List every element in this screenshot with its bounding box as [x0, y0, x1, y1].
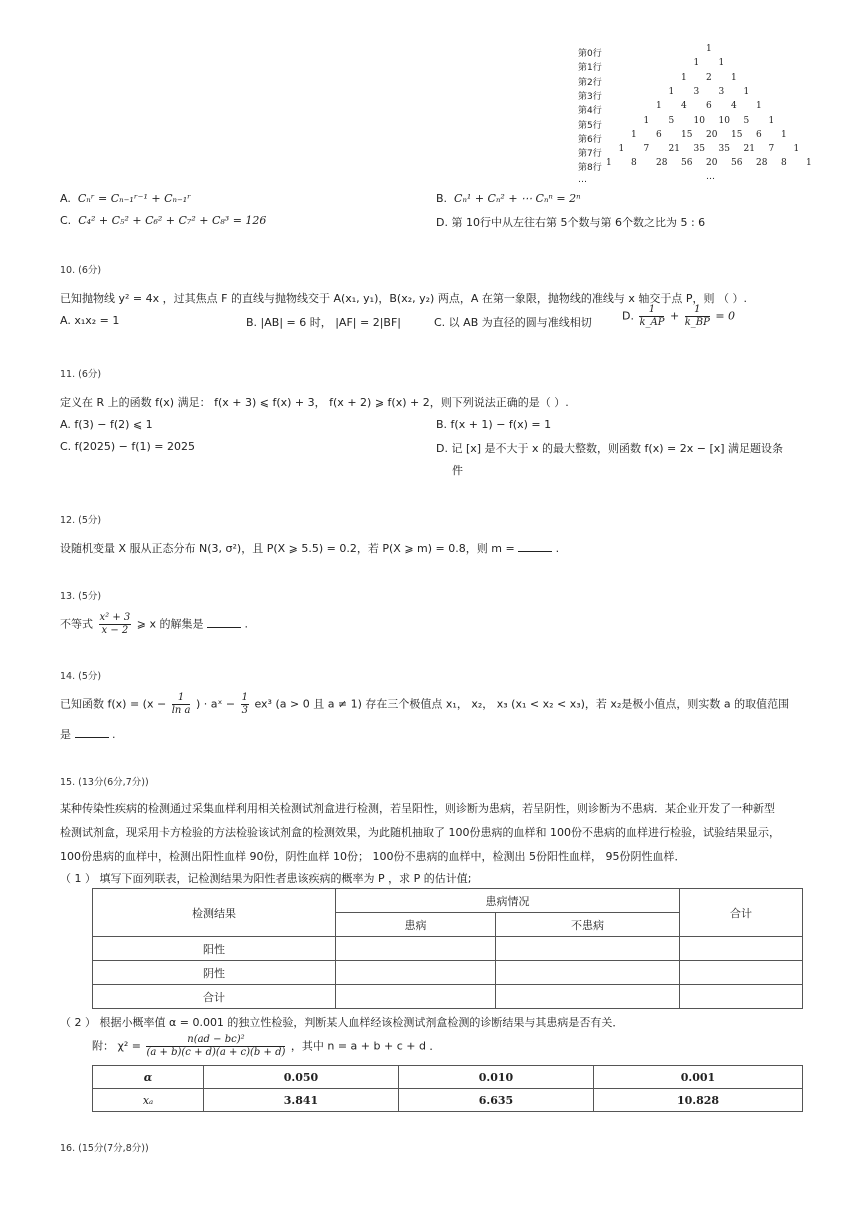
q14-stem: 已知函数 f(x) = (x − $\frac{1}{\text{ln a}}$ ) · aˣ − $\frac{1}{3}$ ex³ (a > 0 且 a ≠ 1) 存在三个极值点 x₁， x₂， x₃ (x₁ < x₂ < x₃)，若 x₂是极小值点，则实数 a 的取值范围 [60, 692, 790, 716]
table-cell: 0.010 [399, 1066, 594, 1089]
table-cell [336, 937, 496, 961]
answer-blank [518, 541, 552, 552]
table-cell: 6.635 [399, 1089, 594, 1112]
pascal-number: 6 [706, 101, 712, 112]
q11-option-d-line1: D. 记 [x] 是不大于 x 的最大整数，则函数 f(x) = 2x − [x] 满足题设条 [436, 442, 784, 455]
table-row [93, 985, 803, 1009]
pascal-number: 1 [806, 158, 812, 169]
answer-blank [75, 727, 109, 738]
q11-option-c: C. f(2025) − f(1) = 2025 [60, 440, 195, 453]
table-cell: 3.841 [204, 1089, 399, 1112]
pascal-number: 4 [731, 101, 737, 112]
pascal-number: 5 [743, 115, 750, 126]
pascal-number: 4 [681, 101, 687, 112]
pascal-number: 35 [693, 144, 705, 155]
pascal-number: 28 [756, 158, 768, 169]
pascal-number: 1 [706, 44, 712, 54]
pascal-number: 1 [743, 86, 750, 97]
q9-option-a: A. Cₙʳ = Cₙ₋₁ʳ⁻¹ + Cₙ₋₁ʳ [60, 192, 191, 205]
pascal-number: 28 [656, 158, 668, 169]
q15-para-line3: 100份患病的血样中，检测出阳性血样 90份，阴性血样 10份； 100份不患病的血样中，检测出 5份阳性血样， 95份阴性血样． [60, 850, 686, 863]
pascal-number: 56 [731, 158, 743, 169]
q9-option-c: C. C₄² + C₅² + C₆² + C₇² + C₈³ = 126 [60, 214, 267, 227]
q9-option-d: D. 第 10行中从左往右第 5个数与第 6个数之比为 5 : 6 [436, 216, 706, 229]
q13-header: 13. (5分) [60, 591, 102, 602]
table-header-result: 检测结果 [93, 889, 336, 937]
q10-option-c: C. 以 AB 为直径的圆与准线相切 [434, 316, 592, 329]
alpha-label: α [93, 1066, 204, 1089]
pascal-number: 10 [718, 115, 730, 126]
table-row [93, 1066, 803, 1089]
table-header-not-sick: 不患病 [496, 913, 680, 937]
q15-para-line1: 某种传染性疾病的检测通过采集血样利用相关检测试剂盒进行检测，若呈阳性，则诊断为患病，若呈阴性，则诊断为不患病．某企业开发了一种新型 [60, 802, 775, 815]
pascal-row-label: 第1行 [578, 63, 602, 74]
q11-header: 11. (6分) [60, 369, 102, 380]
q16-header: 16. (15分(7分,8分)) [60, 1143, 149, 1154]
pascal-number: 1 [606, 158, 612, 169]
q10-header: 10. (6分) [60, 265, 102, 276]
table-cell [680, 937, 803, 961]
pascal-number: 35 [718, 144, 730, 155]
pascal-number: 2 [706, 72, 712, 83]
q10-option-d: D. $\frac{1}{k\_AP}$ + $\frac{1}{k\_BP}$ = 0 [622, 304, 736, 328]
q15-chi-square-note: 附： χ² = $\frac{\text{n(ad − bc)²}}{(a + b)(c + d)(a + c)(b + d)}$ ，其中 n = a + b + c + d ． [92, 1034, 441, 1058]
pascal-row-label: 第3行 [578, 91, 602, 102]
pascal-row-label: 第0行 [578, 49, 602, 59]
q10-option-a: A. x₁x₂ = 1 [60, 314, 120, 327]
pascal-row-label: 第4行 [578, 106, 602, 117]
pascal-number: 1 [756, 101, 762, 112]
q14-stem-line2: 是 . [60, 728, 116, 741]
table-cell [680, 961, 803, 985]
table-cell [336, 985, 496, 1009]
pascal-number: 21 [743, 144, 755, 155]
pascal-number: 6 [756, 129, 762, 140]
table-cell [496, 937, 680, 961]
pascal-number: 3 [718, 86, 725, 97]
pascal-number: 1 [681, 72, 687, 83]
q15-header: 15. (13分(6分,7分)) [60, 777, 149, 788]
pascal-number: 1 [656, 101, 662, 112]
pascal-number: 5 [668, 115, 675, 126]
pascal-number: 1 [768, 115, 775, 126]
q11-option-a: A. f(3) − f(2) ⩽ 1 [60, 418, 153, 431]
x-alpha-label: xₐ [93, 1089, 204, 1112]
pascal-number: 1 [631, 129, 637, 140]
table-row-label: 合计 [93, 985, 336, 1009]
pascal-number: 15 [731, 129, 743, 140]
pascal-row-label: 第7行 [578, 149, 602, 160]
critical-value-table [92, 1065, 803, 1112]
table-row [93, 961, 803, 985]
q11-option-b: B. f(x + 1) − f(x) = 1 [436, 418, 552, 431]
pascal-number: 1 [718, 58, 725, 69]
table-row [93, 1089, 803, 1112]
q10-option-b: B. |AB| = 6 时， |AF| = 2|BF| [246, 316, 401, 329]
q13-stem: 不等式 $\frac{\text{x² + 3}}{x - 2}$ ⩾ x 的解集是 . [60, 612, 248, 636]
table-cell: 0.050 [204, 1066, 399, 1089]
pascal-row-label: 第5行 [578, 120, 602, 131]
pascal-number: 15 [681, 129, 693, 140]
pascal-number: 1 [693, 58, 700, 69]
table-cell [680, 985, 803, 1009]
table-cell [496, 961, 680, 985]
q11-stem: 定义在 R 上的函数 f(x) 满足： f(x + 3) ⩽ f(x) + 3， f(x + 2) ⩾ f(x) + 2，则下列说法正确的是（ ）. [60, 396, 569, 409]
q14-header: 14. (5分) [60, 671, 102, 682]
table-header-status: 患病情况 [336, 889, 680, 913]
q15-part1: （ 1 ） 填写下面列联表，记检测结果为阳性者患该疾病的概率为 P ，求 P 的估计值; [60, 872, 472, 885]
pascal-number: 56 [681, 158, 693, 169]
pascal-number: 8 [631, 158, 637, 169]
table-cell [496, 985, 680, 1009]
q10-stem: 已知抛物线 y² = 4x ，过其焦点 F 的直线与抛物线交于 A(x₁, y₁)，B(x₂, y₂) 两点，A 在第一象限，抛物线的准线与 x 轴交于点 P，则 （ ）. [60, 292, 747, 305]
pascal-number: 21 [668, 144, 680, 155]
pascal-row-label: … [578, 174, 587, 185]
pascal-number: 6 [656, 129, 662, 140]
table-header-total: 合计 [680, 889, 803, 937]
pascal-triangle-figure [578, 46, 818, 186]
table-cell: 10.828 [594, 1089, 803, 1112]
table-row-label: 阳性 [93, 937, 336, 961]
pascal-number: 1 [618, 144, 625, 155]
pascal-number: 20 [706, 129, 718, 140]
q12-header: 12. (5分) [60, 515, 102, 526]
pascal-row-label: 第8行 [578, 163, 602, 174]
pascal-number: 10 [693, 115, 705, 126]
table-row-label: 阴性 [93, 961, 336, 985]
q11-option-d-line2: 件 [452, 464, 463, 477]
table-row [93, 937, 803, 961]
pascal-number: 1 [643, 115, 650, 126]
pascal-ellipsis: … [706, 171, 715, 182]
pascal-number: 20 [706, 158, 718, 169]
table-cell: 0.001 [594, 1066, 803, 1089]
pascal-number: 3 [693, 86, 700, 97]
pascal-number: 1 [668, 86, 675, 97]
table-cell [336, 961, 496, 985]
answer-blank [207, 617, 241, 628]
pascal-number: 1 [781, 129, 787, 140]
pascal-number: 7 [768, 144, 775, 155]
contingency-table [92, 888, 803, 1009]
q15-part2: （ 2 ） 根据小概率值 α = 0.001 的独立性检验，判断某人血样经该检测试剂盒检测的诊断结果与其患病是否有关． [60, 1016, 624, 1029]
pascal-number: 7 [643, 144, 650, 155]
pascal-row-label: 第2行 [578, 77, 602, 88]
pascal-number: 1 [731, 72, 737, 83]
table-header-sick: 患病 [336, 913, 496, 937]
q12-stem: 设随机变量 X 服从正态分布 N(3, σ²)，且 P(X ⩾ 5.5) = 0.2，若 P(X ⩾ m) = 0.8，则 m = . [60, 542, 560, 555]
pascal-number: 8 [781, 158, 787, 169]
pascal-number: 1 [793, 144, 800, 155]
q15-para-line2: 检测试剂盒，现采用卡方检验的方法检验该试剂盒的检测效果，为此随机抽取了 100份患病的血样和 100份不患病的血样进行检验，试验结果显示， [60, 826, 780, 839]
q9-option-b: B. Cₙ¹ + Cₙ² + ⋯ Cₙⁿ = 2ⁿ [436, 192, 581, 205]
pascal-row-label: 第6行 [578, 134, 602, 145]
